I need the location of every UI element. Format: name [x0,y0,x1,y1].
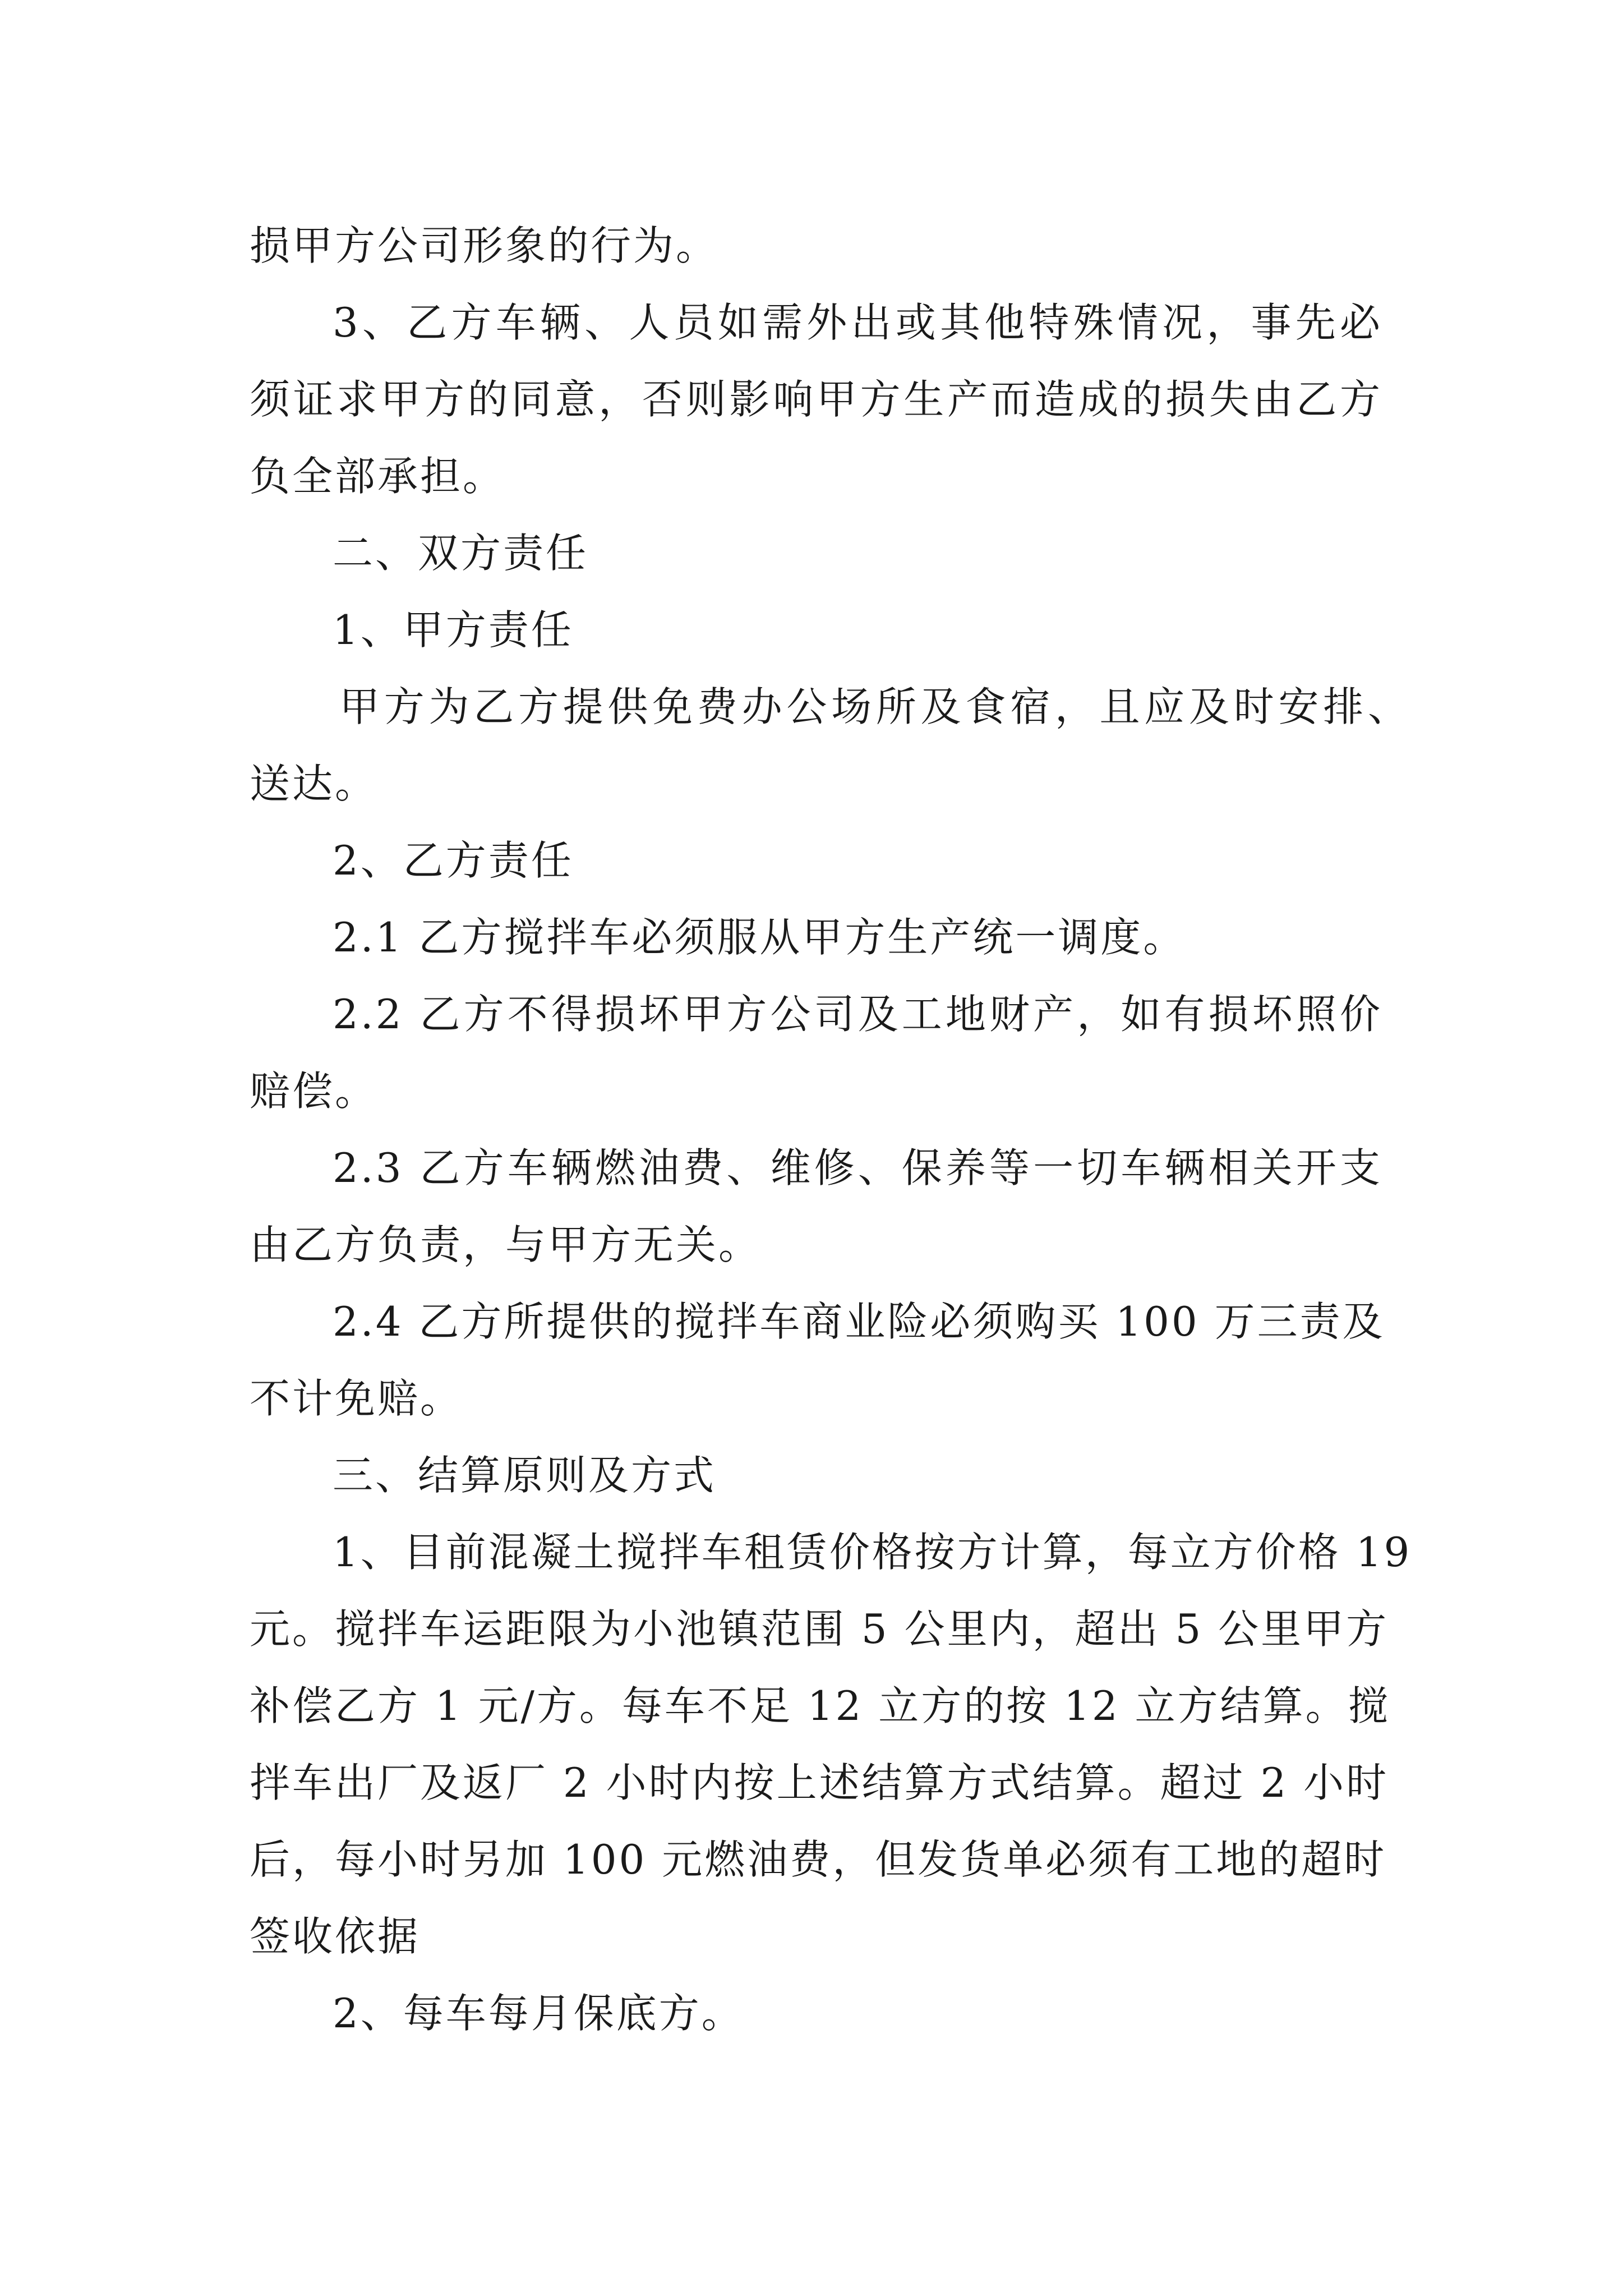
text-line: 元。搅拌车运距限为小池镇范围 5 公里内，超出 5 公里甲方 [250,1605,1389,1653]
text-line: 2.3 乙方车辆燃油费、维修、保养等一切车辆相关开支 [333,1144,1382,1191]
text-line: 3、乙方车辆、人员如需外出或其他特殊情况，事先必 [333,299,1382,346]
text-line: 不计免赔。 [250,1375,463,1422]
section-heading: 二、双方责任 [333,530,589,577]
text-line: 送达。 [250,760,378,807]
text-line: 1、目前混凝土搅拌车租赁价格按方计算，每立方价格 19 [333,1529,1412,1576]
text-line: 甲方为乙方提供免费办公场所及食宿，且应及时安排、 [339,683,1410,730]
text-line: 补偿乙方 1 元/方。每车不足 12 立方的按 12 立方结算。搅 [250,1682,1391,1729]
text-line: 须证求甲方的同意，否则影响甲方生产而造成的损失由乙方 [250,376,1382,423]
text-line: 负全部承担。 [250,453,506,500]
document-page [250,208,1412,2052]
text-line: 2.2 乙方不得损坏甲方公司及工地财产，如有损坏照价 [333,991,1382,1038]
subsection-heading: 2、乙方责任 [333,837,574,884]
text-line: 签收依据 [250,1913,421,1960]
text-line: 赔偿。 [250,1068,378,1115]
text-line: 由乙方负责，与甲方无关。 [250,1221,762,1268]
text-line: 后，每小时另加 100 元燃油费，但发货单必须有工地的超时 [250,1836,1387,1883]
section-heading: 三、结算原则及方式 [333,1452,717,1499]
text-line: 损甲方公司形象的行为。 [250,222,719,269]
subsection-heading: 1、甲方责任 [333,606,574,654]
text-line: 2、每车每月保底方。 [333,1990,744,2037]
text-line: 2.4 乙方所提供的搅拌车商业险必须购买 100 万三责及 [333,1298,1385,1345]
text-line: 2.1 乙方搅拌车必须服从甲方生产统一调度。 [333,914,1186,961]
text-line: 拌车出厂及返厂 2 小时内按上述结算方式结算。超过 2 小时 [250,1759,1389,1806]
